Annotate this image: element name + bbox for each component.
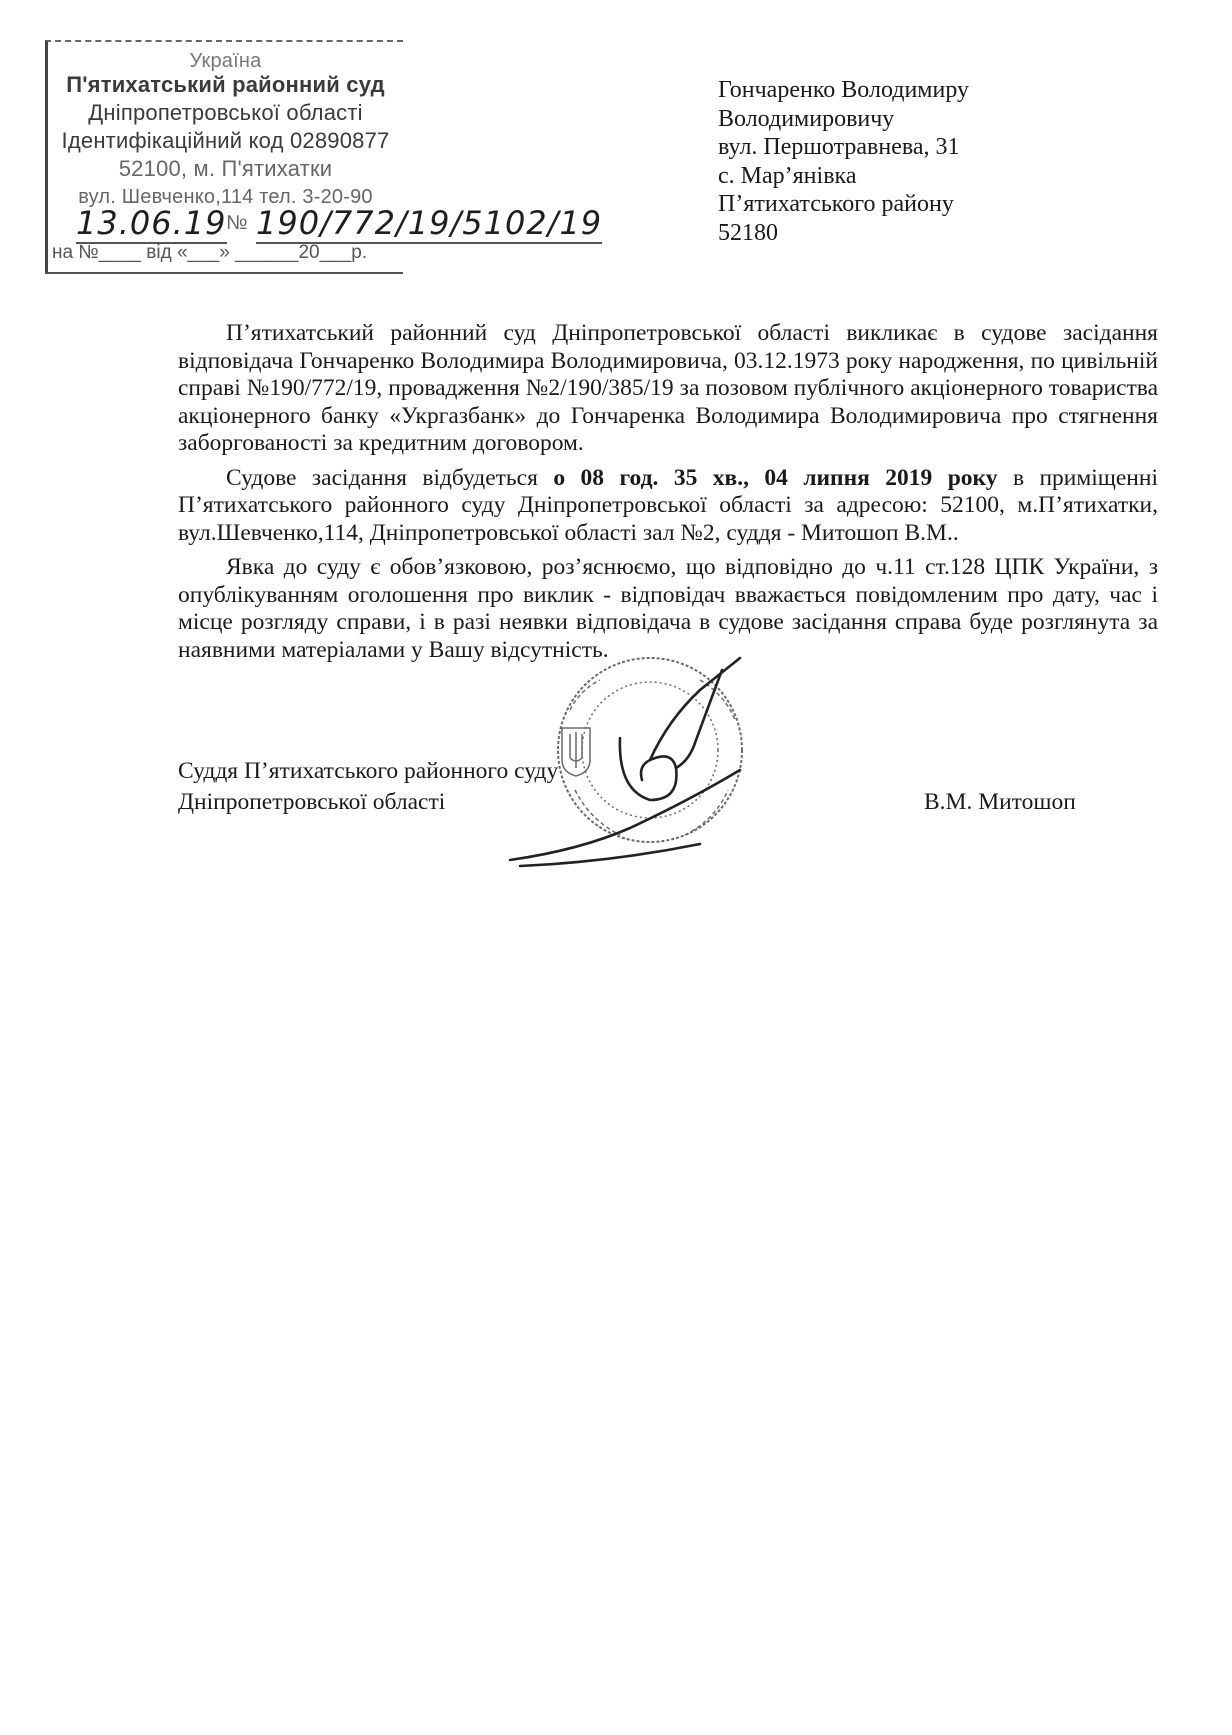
hearing-datetime: о 08 год. 35 хв., 04 липня 2019 року	[553, 464, 998, 491]
stamp-region: Дніпропетровської області	[88, 100, 363, 125]
stamp-id-code: Ідентифікаційний код 02890877	[61, 128, 390, 153]
court-seal-icon	[558, 658, 742, 842]
summons-paragraph-3: Явка до суду є обов’язковою, роз’яснюємо, що відповідно до ч.11 ст.128 ЦПК України, з опублікуванням оголошення про виклик - відповідач вважається повідомленим про дату, час і місце розгляду справи, і в разі неявки відповідача в судове засідання справа буде розглянута за наявними матеріалами у Вашу відсутність.	[178, 554, 1158, 663]
summons-paragraph-1: П’ятихатський районний суд Дніпропетровської області викликає в судове засідання відповідача Гончаренко Володимира Володимировича, 03.12.1973 року народження, по цивільній справі №190/772/19, провадження №2/190/385/19 за позовом публічного акціонерного товариства акціонерного банку «Укргазбанк» до Гончаренка Володимира Володимировича про стягнення заборгованості за кредитним договором.	[178, 320, 1158, 456]
summons-paragraph-2	[178, 465, 1158, 548]
stamp-court-name: П'ятихатський районний суд	[66, 72, 385, 97]
addressee-line: вул. Першотравнева, 31	[718, 134, 960, 161]
stamp-country: Україна	[189, 50, 262, 72]
addressee-line: П’ятихатського району	[718, 191, 954, 218]
stamp-number-prefix: №	[226, 212, 248, 234]
hearing-intro: Судове засідання відбудеться	[226, 464, 554, 491]
stamp-handwritten-row	[58, 204, 603, 242]
stamp-handwritten-number: 190/772/19/5102/19	[256, 204, 603, 242]
summons-body	[178, 320, 1158, 671]
stamp-handwritten-date: 13.06.19	[76, 204, 227, 242]
hearing-location: в приміщенні П’ятихатського районного суду Дніпропетровської області за адресою: 52100, м.П’ятихатки, вул.Шевченко,114, Дніпропетровської області зал №2, суддя - Митошоп В.М..	[178, 464, 1158, 546]
signatory-title: Суддя П’ятихатського районного суду	[178, 758, 559, 784]
stamp-address-phone: вул. Шевченко,114 тел. 3-20-90	[78, 186, 373, 208]
stamp-reference-line: на №____ від «___» ______20___р.	[52, 242, 368, 263]
registration-stamp	[45, 40, 603, 274]
trident-emblem-icon	[562, 728, 590, 776]
addressee-line: с. Мар’янівка	[718, 162, 857, 189]
signature-block	[178, 756, 558, 818]
addressee-postcode: 52180	[718, 219, 778, 246]
addressee-line: Володимировичу	[718, 105, 895, 132]
judge-name: В.М. Митошоп	[924, 789, 1076, 815]
addressee-block	[718, 76, 969, 248]
addressee-line: Гончаренко Володимиру	[718, 77, 970, 103]
signatory-region: Дніпропетровської області	[178, 789, 446, 815]
stamp-city: 52100, м. П'ятихатки	[118, 156, 333, 181]
